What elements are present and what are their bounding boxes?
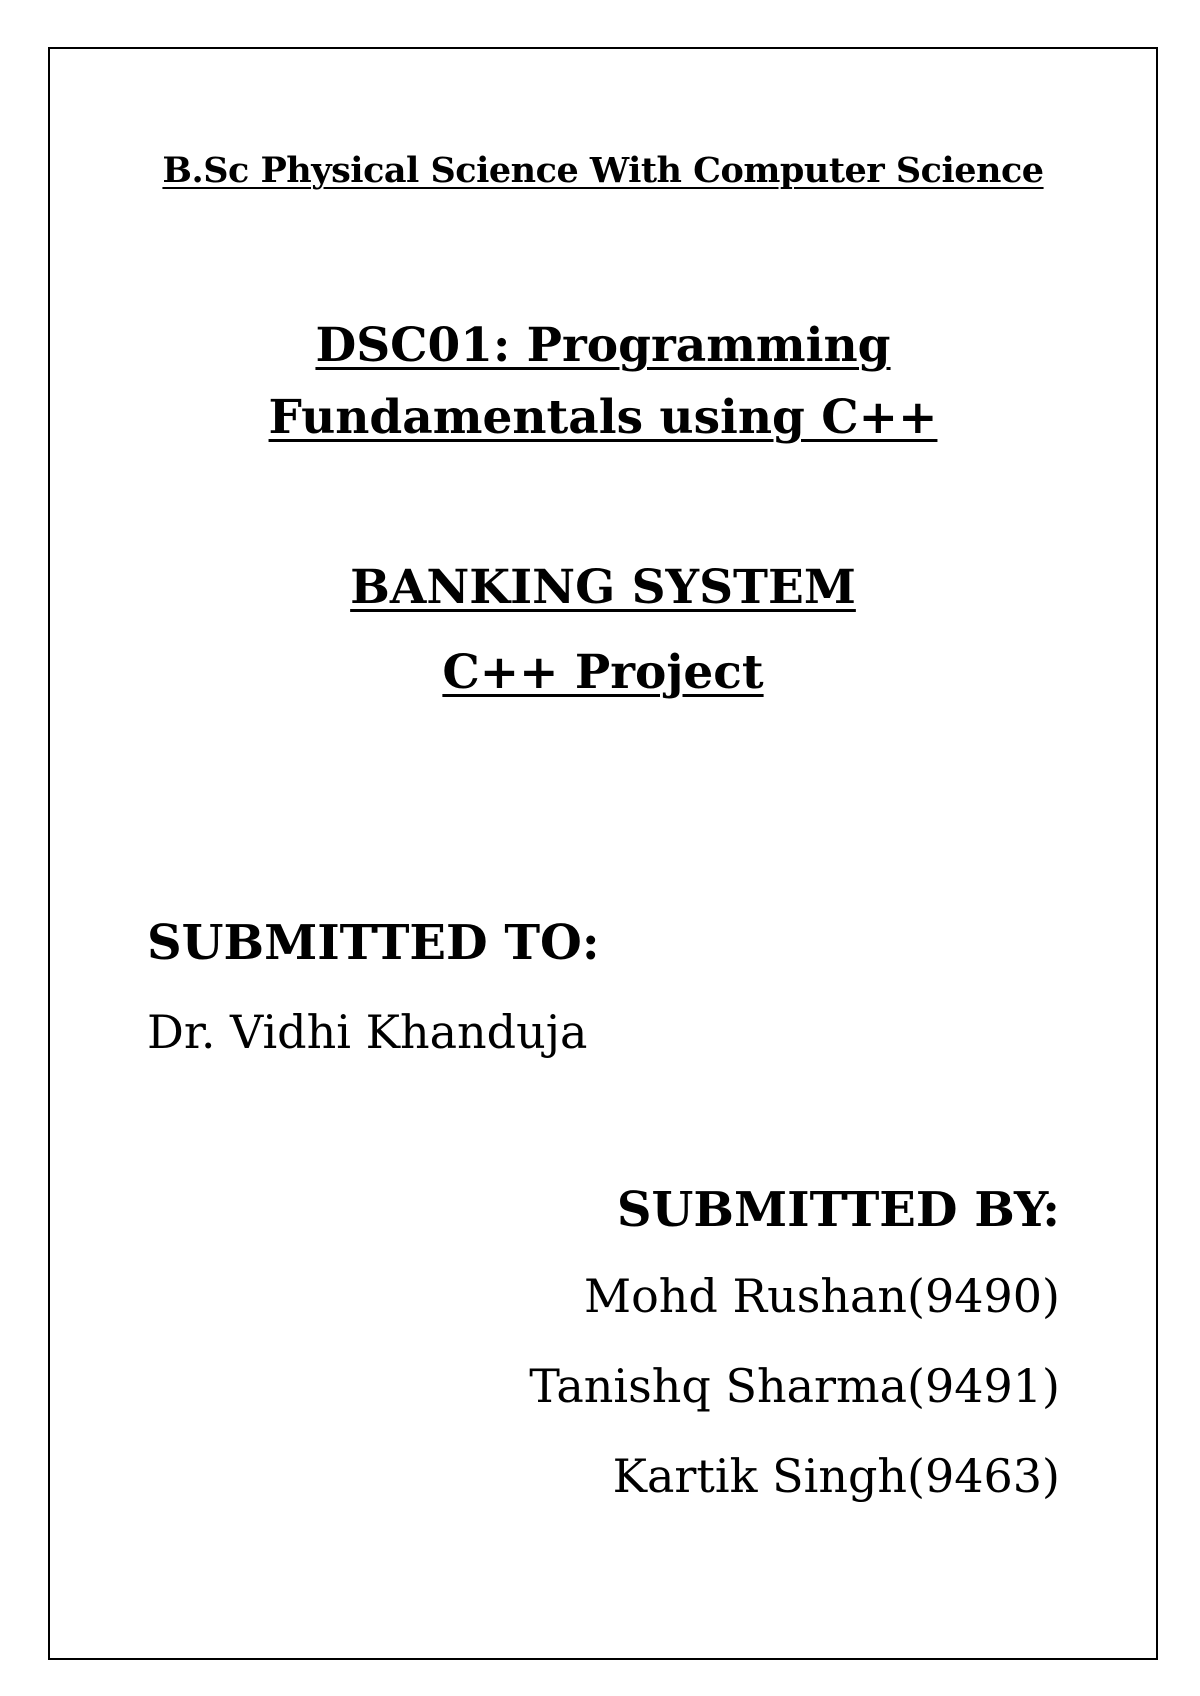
team-member: Mohd Rushan(9490) bbox=[584, 1269, 1060, 1323]
project-subtitle: C++ Project bbox=[442, 645, 764, 700]
course-title bbox=[48, 310, 1158, 454]
submitted-by-heading: SUBMITTED BY: bbox=[616, 1182, 1060, 1238]
course-title-line-2: Fundamentals using C++ bbox=[268, 390, 938, 445]
submitted-to-name: Dr. Vidhi Khanduja bbox=[147, 1005, 588, 1059]
project-title: BANKING SYSTEM bbox=[350, 560, 856, 615]
program-title: B.Sc Physical Science With Computer Science bbox=[162, 150, 1044, 191]
team-member: Tanishq Sharma(9491) bbox=[529, 1359, 1060, 1413]
team-member: Kartik Singh(9463) bbox=[612, 1449, 1060, 1503]
submitted-to-heading: SUBMITTED TO: bbox=[147, 915, 600, 971]
submitted-by-section bbox=[529, 1180, 1060, 1536]
course-title-line-1: DSC01: Programming bbox=[315, 318, 891, 373]
